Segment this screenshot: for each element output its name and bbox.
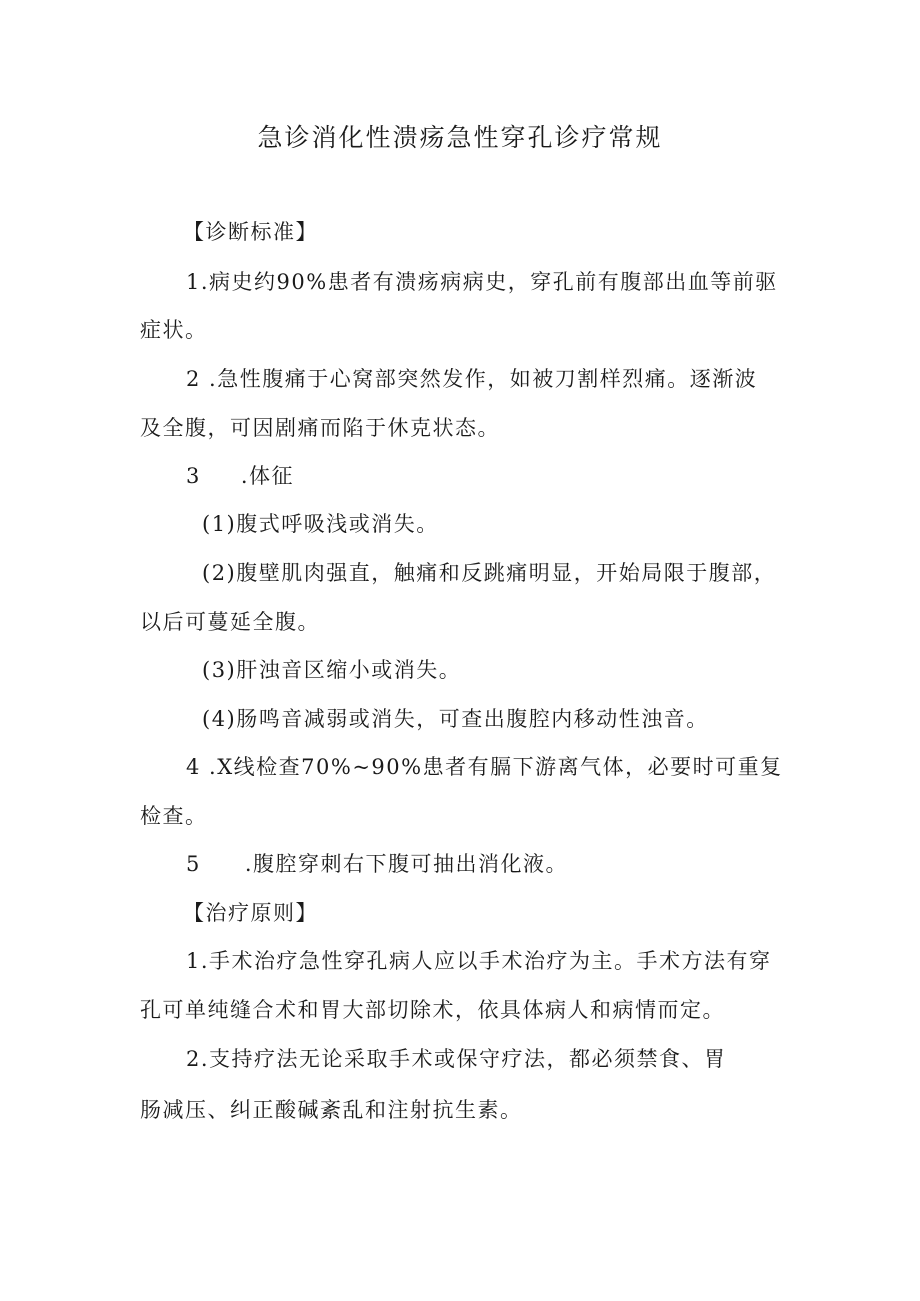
sign-item-3: (3)肝浊音区缩小或消失。 xyxy=(202,658,462,682)
treatment-item-1-line-2: 孔可单纯缝合术和胃大部切除术，依具体病人和病情而定。 xyxy=(140,998,725,1022)
sign-item-4: (4)肠鸣音减弱或消失，可查出腹腔内移动性浊音。 xyxy=(202,707,709,731)
diagnosis-item-3-text: .体征 xyxy=(240,464,295,488)
diagnosis-item-3 xyxy=(186,460,294,492)
diagnosis-item-2-line-2: 及全腹，可因剧痛而陷于休克状态。 xyxy=(140,416,500,440)
sign-item-1: (1)腹式呼吸浅或消失。 xyxy=(202,512,439,536)
diagnosis-item-4-line-1: 4 .X线检查70%~90%患者有膈下游离气体，必要时可重复 xyxy=(186,755,783,779)
diagnosis-item-1-line-2: 症状。 xyxy=(140,318,208,342)
document-title: 急诊消化性溃疡急性穿孔诊疗常规 xyxy=(257,123,663,152)
treatment-item-1-line-1: 1.手术治疗急性穿孔病人应以手术治疗为主。手术方法有穿 xyxy=(186,949,772,973)
diagnosis-item-5-text: .腹腔穿刺右下腹可抽出消化液。 xyxy=(244,852,569,876)
sign-item-2-line-1: (2)腹壁肌肉强直，触痛和反跳痛明显，开始局限于腹部， xyxy=(202,561,777,585)
sign-item-2-line-2: 以后可蔓延全腹。 xyxy=(140,610,320,634)
treatment-heading: 【治疗原则】 xyxy=(183,901,318,925)
treatment-item-2-line-2: 肠减压、纠正酸碱紊乱和注射抗生素。 xyxy=(140,1098,523,1122)
diagnosis-heading: 【诊断标准】 xyxy=(183,220,318,244)
diagnosis-item-2-line-1: 2 .急性腹痛于心窝部突然发作，如被刀割样烈痛。逐渐波 xyxy=(186,367,758,391)
treatment-item-2-line-1: 2.支持疗法无论采取手术或保守疗法，都必须禁食、胃 xyxy=(186,1047,727,1071)
diagnosis-item-5-number: 5 xyxy=(186,852,201,876)
diagnosis-item-4-line-2: 检查。 xyxy=(140,804,208,828)
diagnosis-item-3-number: 3 xyxy=(186,464,201,488)
diagnosis-item-1-line-1: 1.病史约90%患者有溃疡病病史，穿孔前有腹部出血等前驱 xyxy=(186,270,778,294)
diagnosis-item-5 xyxy=(186,848,568,880)
